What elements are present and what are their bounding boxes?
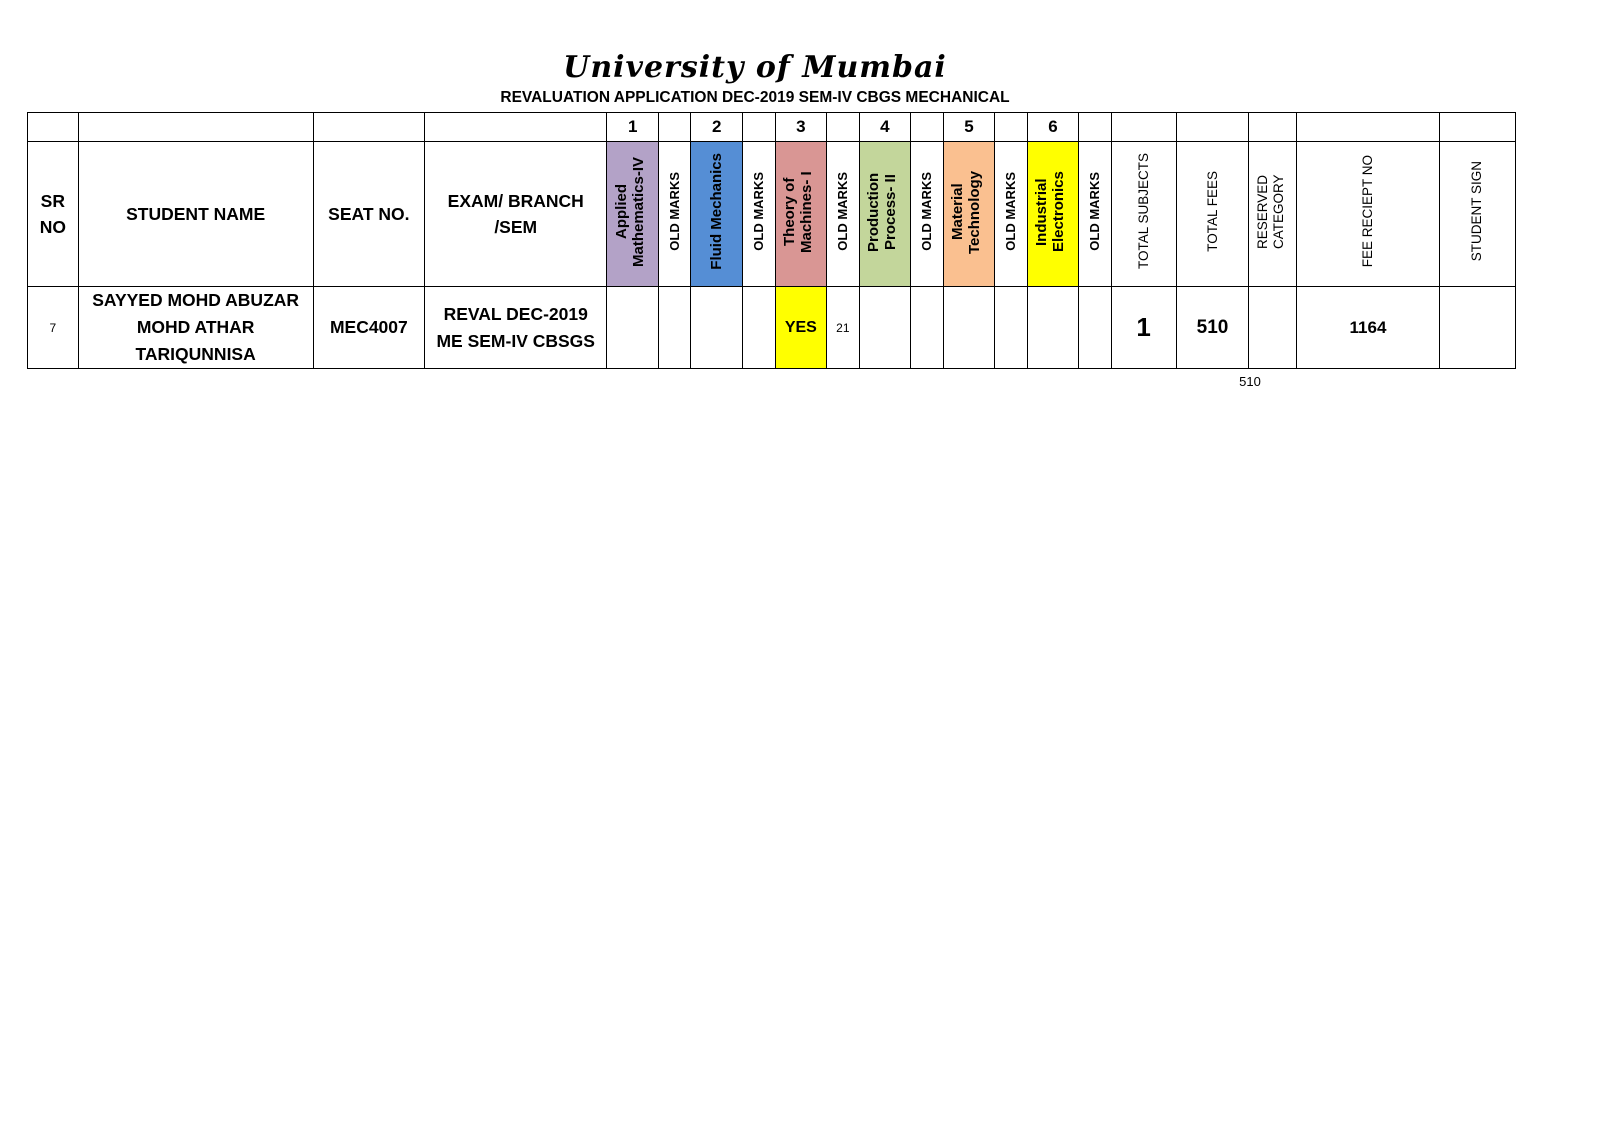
header-old-marks-5 — [995, 142, 1027, 287]
subject-3-name: Theory of Machines- I — [780, 170, 815, 253]
subject-1-name: Applied Mathematics-IV — [612, 156, 647, 267]
subject-number-1: 1 — [607, 113, 659, 142]
subject-number-2: 2 — [691, 113, 743, 142]
empty-cell — [1297, 113, 1440, 142]
cell-student-sign — [1439, 287, 1515, 369]
header-reserved-category — [1249, 142, 1297, 287]
subject-4-name: Production Process- II — [864, 171, 899, 252]
university-logo-title: University of Mumbai — [563, 50, 947, 85]
subject-number-6: 6 — [1027, 113, 1079, 142]
total-fees-label: TOTAL FEES — [1204, 171, 1220, 252]
fee-receipt-no-label: FEE RECIEPT NO — [1359, 155, 1375, 268]
header-subject-4 — [859, 142, 911, 287]
cell-total-fees: 510 — [1176, 287, 1249, 369]
cell-subject-4 — [859, 287, 911, 369]
header-exam-branch-sem: EXAM/ BRANCH /SEM — [425, 142, 607, 287]
header-subject-3 — [775, 142, 827, 287]
cell-old-marks-1 — [659, 287, 691, 369]
column-header-row — [28, 142, 1516, 287]
document-subtitle: REVALUATION APPLICATION DEC-2019 SEM-IV CBGS MECHANICAL — [500, 89, 1010, 106]
empty-cell — [1079, 113, 1111, 142]
cell-old-marks-4 — [911, 287, 943, 369]
header-total-subjects — [1111, 142, 1176, 287]
header-old-marks-1 — [659, 142, 691, 287]
header-old-marks-3 — [827, 142, 859, 287]
header-subject-2 — [691, 142, 743, 287]
header-subject-6 — [1027, 142, 1079, 287]
header-seat-no: SEAT NO. — [313, 142, 424, 287]
header-student-name: STUDENT NAME — [78, 142, 313, 287]
subject-number-3: 3 — [775, 113, 827, 142]
header-old-marks-4 — [911, 142, 943, 287]
cell-fee-receipt-no: 1164 — [1297, 287, 1440, 369]
header-fee-receipt-no — [1297, 142, 1440, 287]
empty-cell — [911, 113, 943, 142]
cell-old-marks-5 — [995, 287, 1027, 369]
old-marks-label: OLD MARKS — [918, 172, 934, 251]
old-marks-label: OLD MARKS — [834, 172, 850, 251]
cell-total-subjects: 1 — [1111, 287, 1176, 369]
cell-old-marks-6 — [1079, 287, 1111, 369]
empty-cell — [1439, 113, 1515, 142]
subject-number-row — [28, 113, 1516, 142]
subject-6-name: Industrial Electronics — [1033, 171, 1068, 252]
empty-cell — [1176, 113, 1249, 142]
header-old-marks-6 — [1079, 142, 1111, 287]
header-sr-no: SR NO — [28, 142, 79, 287]
fees-sum-total: 510 — [1239, 374, 1261, 389]
cell-sr-no: 7 — [28, 287, 79, 369]
subject-number-4: 4 — [859, 113, 911, 142]
table-row — [28, 287, 1516, 369]
old-marks-label: OLD MARKS — [1087, 172, 1103, 251]
old-marks-label: OLD MARKS — [750, 172, 766, 251]
cell-student-name: SAYYED MOHD ABUZAR MOHD ATHAR TARIQUNNISA — [78, 287, 313, 369]
cell-old-marks-3: 21 — [827, 287, 859, 369]
header-total-fees — [1176, 142, 1249, 287]
cell-exam: REVAL DEC-2019 ME SEM-IV CBSGS — [425, 287, 607, 369]
cell-subject-6 — [1027, 287, 1079, 369]
header-subject-5 — [943, 142, 995, 287]
empty-cell — [28, 113, 79, 142]
cell-seat-no: MEC4007 — [313, 287, 424, 369]
revaluation-table — [27, 112, 1516, 369]
empty-cell — [827, 113, 859, 142]
subject-2-name: Fluid Mechanics — [708, 153, 726, 270]
header-student-sign — [1439, 142, 1515, 287]
student-sign-label: STUDENT SIGN — [1469, 161, 1485, 262]
cell-reserved-category — [1249, 287, 1297, 369]
cell-subject-2 — [691, 287, 743, 369]
cell-subject-5 — [943, 287, 995, 369]
cell-subject-1 — [607, 287, 659, 369]
empty-cell — [659, 113, 691, 142]
empty-cell — [1249, 113, 1297, 142]
cell-old-marks-2 — [743, 287, 775, 369]
cell-subject-3-reval: YES — [775, 287, 827, 369]
empty-cell — [78, 113, 313, 142]
empty-cell — [1111, 113, 1176, 142]
empty-cell — [313, 113, 424, 142]
old-marks-label: OLD MARKS — [1002, 172, 1018, 251]
subject-5-name: Material Technology — [948, 169, 983, 254]
empty-cell — [425, 113, 607, 142]
header-subject-1 — [607, 142, 659, 287]
empty-cell — [743, 113, 775, 142]
header-old-marks-2 — [743, 142, 775, 287]
old-marks-label: OLD MARKS — [666, 172, 682, 251]
total-subjects-label: TOTAL SUBJECTS — [1135, 153, 1151, 270]
empty-cell — [995, 113, 1027, 142]
reserved-category-label: RESERVED CATEGORY — [1254, 174, 1286, 249]
subject-number-5: 5 — [943, 113, 995, 142]
